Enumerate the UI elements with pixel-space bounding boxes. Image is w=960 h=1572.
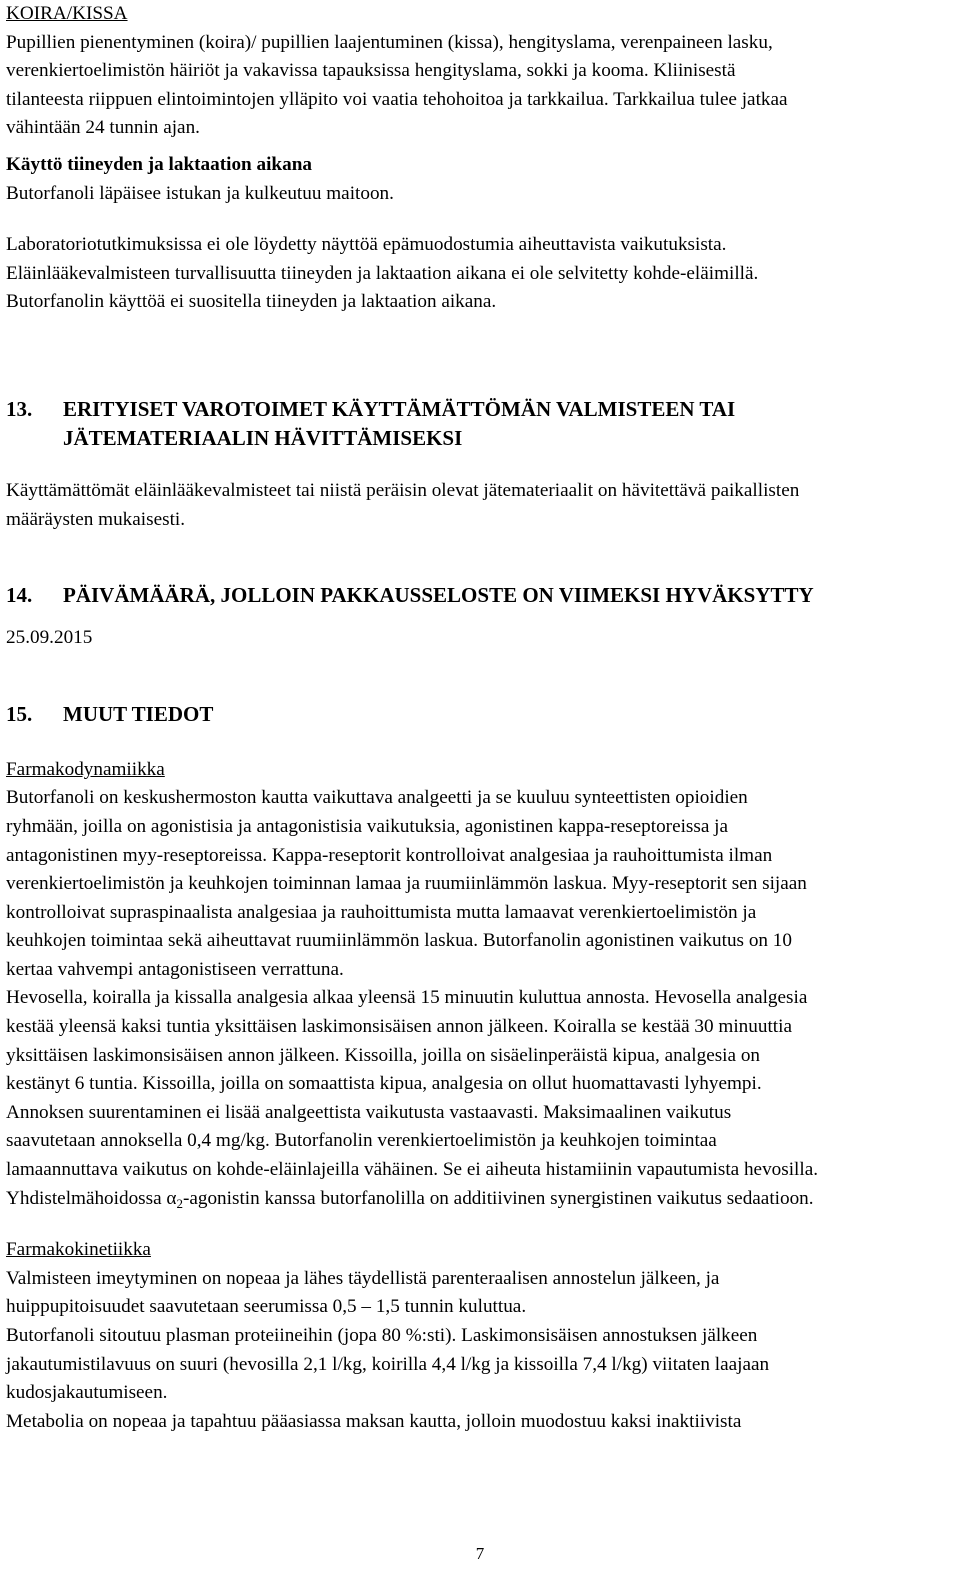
section-15-heading xyxy=(6,700,956,729)
paragraph-line: yksittäisen laskimonsisäisen annon jälkeen. Kissoilla, joilla on sisäelinperäistä kipua, analgesia on xyxy=(6,1044,761,1066)
section-number: 15. xyxy=(6,701,33,726)
paragraph-line: ryhmään, joilla on agonistisia ja antagonistisia vaikutuksia, agonistinen kappa-reseptoreissa ja xyxy=(6,815,729,837)
paragraph-line: jakautumistilavuus on suuri (hevosilla 2,1 l/kg, koirilla 4,4 l/kg ja kissoilla 7,4 l/kg) viitaten laajaan xyxy=(6,1353,770,1375)
paragraph-line xyxy=(6,1185,956,1219)
section-title-line: JÄTEMATERIAALIN HÄVITTÄMISEKSI xyxy=(63,425,463,450)
subscript: 2 xyxy=(176,1195,183,1211)
paragraph-line: vähintään 24 tunnin ajan. xyxy=(6,117,200,139)
pharmacokinetics-heading: Farmakokinetiikka xyxy=(6,1239,151,1261)
approval-date: 25.09.2015 xyxy=(6,627,93,649)
section-13-heading xyxy=(6,395,956,453)
section-title: MUUT TIEDOT xyxy=(63,701,214,726)
paragraph-line: verenkiertoelimistön ja keuhkojen toiminnan lamaa ja ruumiinlämmön laskua. Myy-reseptorit sen sijaan xyxy=(6,873,807,895)
line-text: -agonistin kanssa butorfanolilla on additiivinen synergistinen vaikutus sedaatioon. xyxy=(182,1187,814,1209)
paragraph-line: antagonistinen myy-reseptoreissa. Kappa-reseptorit kontrolloivat analgesiaa ja rauhoittumista ilman xyxy=(6,844,773,866)
section-number: 13. xyxy=(6,396,33,421)
paragraph-line: Eläinlääkevalmisteen turvallisuutta tiineyden ja laktaation aikana ei ole selvitetty kohde-eläimillä. xyxy=(6,262,759,284)
paragraph-line: Metabolia on nopeaa ja tapahtuu pääasiassa maksan kautta, jolloin muodostuu kaksi inaktiivista xyxy=(6,1410,742,1432)
paragraph-line: Pupillien pienentyminen (koira)/ pupillien laajentuminen (kissa), hengityslama, verenpaineen lasku, xyxy=(6,31,773,53)
paragraph-line: Butorfanoli sitoutuu plasman proteiineihin (jopa 80 %:sti). Laskimonsisäisen annostuksen jälkeen xyxy=(6,1325,758,1346)
paragraph-line: Valmisteen imeytyminen on nopeaa ja lähes täydellistä parenteraalisen annostelun jälkeen, ja xyxy=(6,1267,720,1289)
paragraph-line: huippupitoisuudet saavutetaan seerumissa 0,5 – 1,5 tunnin kuluttua. xyxy=(6,1296,527,1318)
paragraph-line: Annoksen suurentaminen ei lisää analgeettista vaikutusta vastaavasti. Maksimaalinen vaikutus xyxy=(6,1101,732,1123)
section-title xyxy=(63,395,956,453)
pregnancy-heading: Käyttö tiineyden ja laktaation aikana xyxy=(6,153,312,175)
document-page xyxy=(6,0,956,1436)
paragraph-line: kontrolloivat supraspinaalista analgesiaa ja rauhoittumista mutta lamaavat verenkiertoelimistön ja xyxy=(6,901,757,923)
paragraph-line: tilanteesta riippuen elintoimintojen ylläpito voi vaatia tehohoitoa ja tarkkailua. Tarkkailua tulee jatkaa xyxy=(6,88,788,110)
paragraph-line: kestänyt 6 tuntia. Kissoilla, joilla on somaattista kipua, analgesia on ollut huomattavasti lyhyempi. xyxy=(6,1073,762,1095)
paragraph-line: Butorfanolin käyttöä ei suositella tiineyden ja laktaation aikana. xyxy=(6,291,497,313)
section-number: 14. xyxy=(6,583,33,608)
page-number: 7 xyxy=(475,1544,485,1563)
pharmacodynamics-heading: Farmakodynamiikka xyxy=(6,758,165,780)
line-text: Yhdistelmähoidossa α xyxy=(6,1187,177,1209)
paragraph-line: Laboratoriotutkimuksissa ei ole löydetty näyttöä epämuodostumia aiheuttavista vaikutuksista. xyxy=(6,234,727,256)
paragraph-line: verenkiertoelimistön häiriöt ja vakavissa tapauksissa hengityslama, sokki ja kooma. Kliinisestä xyxy=(6,60,736,82)
koira-kissa-heading: KOIRA/KISSA xyxy=(6,3,128,24)
section-title-line: ERITYISET VAROTOIMET KÄYTTÄMÄTTÖMÄN VALMISTEEN TAI xyxy=(63,396,736,421)
paragraph-line: Käyttämättömät eläinlääkevalmisteet tai niistä peräisin olevat jätemateriaalit on hävitettävä paikallisten xyxy=(6,479,800,501)
paragraph-line: kestää yleensä kaksi tuntia yksittäisen laskimonsisäisen annon jälkeen. Koiralla se kestää 30 minuuttia xyxy=(6,1016,792,1038)
paragraph-line: keuhkojen toimintaa sekä aiheuttavat ruumiinlämmön laskua. Butorfanolin agonistinen vaikutus on 10 xyxy=(6,930,792,952)
paragraph-line: Hevosella, koiralla ja kissalla analgesia alkaa yleensä 15 minuutin kuluttua annosta. Hevosella analgesia xyxy=(6,987,808,1009)
paragraph-line: saavutetaan annoksella 0,4 mg/kg. Butorfanolin verenkiertoelimistön ja keuhkojen toimintaa xyxy=(6,1130,717,1152)
paragraph-line: Butorfanoli on keskushermoston kautta vaikuttava analgeetti ja se kuuluu synteettisten opioidien xyxy=(6,787,748,809)
section-title: PÄIVÄMÄÄRÄ, JOLLOIN PAKKAUSSELOSTE ON VIIMEKSI HYVÄKSYTTY xyxy=(63,583,814,608)
section-14-heading xyxy=(6,581,956,610)
paragraph-line: lamaannuttava vaikutus on kohde-eläinlajeilla vähäinen. Se ei aiheuta histamiinin vapautumista hevosilla. xyxy=(6,1159,819,1181)
paragraph-line: määräysten mukaisesti. xyxy=(6,508,186,530)
paragraph-line: Butorfanoli läpäisee istukan ja kulkeutuu maitoon. xyxy=(6,182,394,204)
paragraph-line: kertaa vahvempi antagonistiseen verrattuna. xyxy=(6,958,344,980)
paragraph-line: kudosjakautumiseen. xyxy=(6,1382,168,1404)
